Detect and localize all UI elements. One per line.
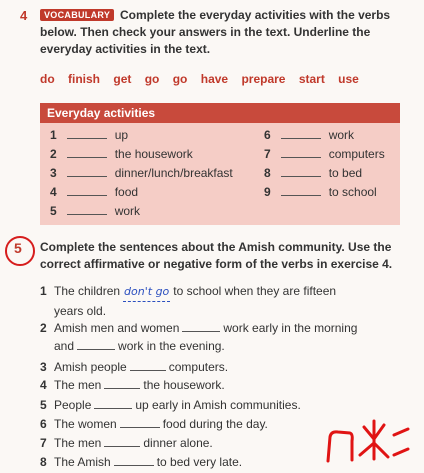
- handwritten-annotation: [322, 415, 412, 465]
- exercise-instruction: Complete the everyday activities with the verbs below. Then check your answers in the text. Underline the everyday activities in the text.: [40, 8, 391, 56]
- sentence-item: 3 Amish people computers.: [40, 360, 229, 374]
- activity-item: 9 to school: [264, 185, 377, 199]
- sentence-item: 2 Amish men and women work early in the morning and work in the evening.: [40, 321, 358, 353]
- verb-list: [40, 72, 366, 86]
- vocabulary-badge: VOCABULARY: [40, 9, 114, 21]
- verb: use: [338, 72, 359, 86]
- activity-item: 2 the housework: [50, 147, 193, 161]
- verb: have: [200, 72, 229, 86]
- activity-item: 8 to bed: [264, 166, 363, 180]
- activity-item: 6 work: [264, 128, 355, 142]
- verb: prepare: [241, 72, 286, 86]
- answer-blank[interactable]: [281, 127, 321, 139]
- sentence-item: 1 The children don't go to school when they are fifteen years old.: [40, 284, 337, 318]
- answer-blank[interactable]: [67, 203, 107, 215]
- activity-item: 5 work: [50, 204, 141, 218]
- sentence-item: 5 People up early in Amish communities.: [40, 398, 301, 412]
- answer-blank[interactable]: [104, 376, 140, 389]
- verb: start: [298, 72, 325, 86]
- activity-item: 1 up: [50, 128, 129, 142]
- sentence-item: 4 The men the housework.: [40, 378, 225, 392]
- answer-blank[interactable]: [120, 415, 160, 428]
- activity-item: 3 dinner/lunch/breakfast: [50, 166, 233, 180]
- verb: go: [172, 72, 188, 86]
- verb: go: [144, 72, 160, 86]
- answer-blank[interactable]: [281, 165, 321, 177]
- verb: do: [40, 72, 55, 86]
- answer-blank[interactable]: [130, 358, 166, 371]
- sentence-item: 8 The Amish to bed very late.: [40, 455, 243, 469]
- sentence-item: 7 The men dinner alone.: [40, 436, 213, 450]
- answer-blank[interactable]: [67, 127, 107, 139]
- activity-item: 7 computers: [264, 147, 385, 161]
- answer-blank[interactable]: [281, 184, 321, 196]
- answer-blank[interactable]: [67, 146, 107, 158]
- answer-blank[interactable]: [77, 337, 115, 350]
- answer-blank[interactable]: [281, 146, 321, 158]
- answer-blank[interactable]: [114, 453, 154, 466]
- answer-blank[interactable]: [94, 396, 132, 409]
- answer-blank[interactable]: [182, 319, 220, 332]
- activities-box-title: Everyday activities: [40, 103, 400, 123]
- exercise-number: 4: [20, 8, 28, 23]
- answer-blank[interactable]: [104, 434, 140, 447]
- verb: finish: [68, 72, 101, 86]
- answer-blank[interactable]: [67, 184, 107, 196]
- exercise-instruction: Complete the sentences about the Amish community. Use the correct affirmative or negative form of the verbs in exercise 4.: [40, 240, 393, 271]
- activity-item: 4 food: [50, 185, 139, 199]
- sentence-item: 6 The women food during the day.: [40, 417, 268, 431]
- verb: get: [113, 72, 132, 86]
- exercise-number: 5: [14, 240, 22, 256]
- answer-blank[interactable]: [67, 165, 107, 177]
- activities-box: [40, 103, 400, 225]
- handwritten-answer[interactable]: don't go: [123, 283, 170, 302]
